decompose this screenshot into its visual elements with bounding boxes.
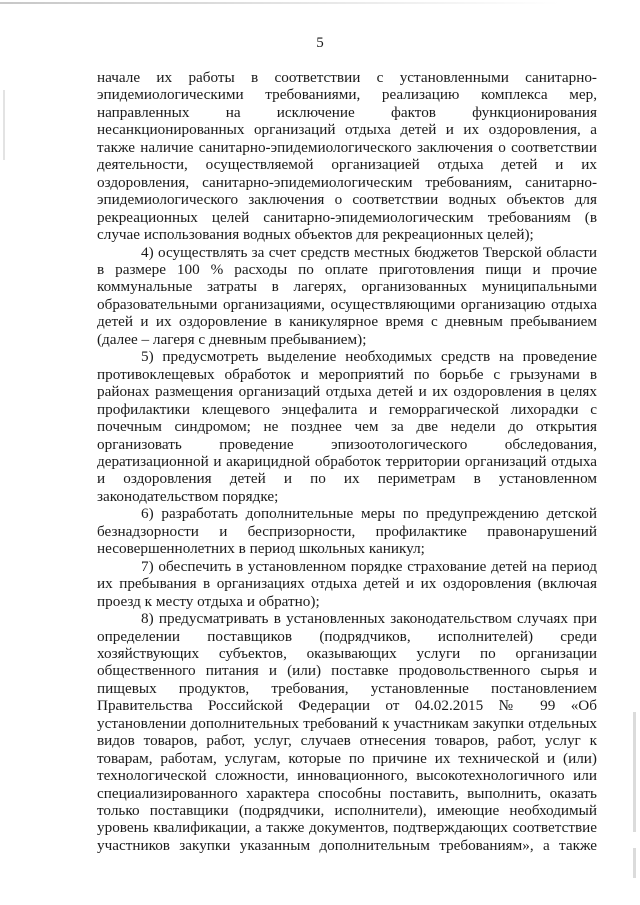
scan-mark-right xyxy=(633,848,636,878)
scan-shadow-left xyxy=(3,90,5,160)
document-body xyxy=(97,69,597,854)
paragraph-item-4: 4) осуществлять за счет средств местных бюджетов Тверской области в размере 100 % расходы по оплате приготовления пищи и прочие коммунальные затраты в лагерях, организованных муниципальными образовательными организациями, осуществляющими организацию отдыха детей и их оздоровление в каникулярное время с дневным пребыванием (далее – лагеря с дневным пребыванием); xyxy=(97,243,597,348)
paragraph-item-7: 7) обеспечить в установленном порядке страхование детей на период их пребывания в организациях отдыха детей и их оздоровления (включая проезд к месту отдыха и обратно); xyxy=(97,557,597,610)
scan-shadow-top xyxy=(0,2,560,4)
paragraph-continuation: начале их работы в соответствии с установленными санитарно-эпидемиологическими требованиями, реализацию комплекса мер, направленных на исключение фактов функционирования несанкционированных организаций отдыха детей и их оздоровления, а также наличие санитарно-эпидемиологического заключения о соответствии деятельности, осуществляемой организацией отдыха детей и их оздоровления, санитарно-эпидемиологическим требованиям, санитарно-эпидемиологического заключения о соответствии водных объектов для рекреационных целей санитарно-эпидемиологическим требованиям (в случае использования водных объектов для рекреационных целей); xyxy=(97,69,597,244)
paragraph-item-8: 8) предусматривать в установленных законодательством случаях при определении поставщиков (подрядчиков, исполнителей) среди хозяйствующих субъектов, оказывающих услуги по организации общественного питания и (или) поставке продовольственного сырья и пищевых продуктов, требования, установленные постановлением Правительства Российской Федерации от 04.02.2015 № 99 «Об установлении дополнительных требований к участникам закупки отдельных видов товаров, работ, услуг, случаев отнесения товаров, работ, услуг к товарам, работам, услугам, которые по причине их технической и (или) технологической сложности, инновационного, высокотехнологичного или специализированного характера способны поставить, выполнить, оказать только поставщики (подрядчики, исполнители), имеющие необходимый уровень квалификации, а также документов, подтверждающих соответствие участников закупки указанным дополнительным требованиям», а также xyxy=(97,610,597,854)
page-number: 5 xyxy=(316,35,324,51)
paragraph-item-6: 6) разработать дополнительные меры по предупреждению детской безнадзорности и беспризорности, профилактике правонарушений несовершеннолетних в период школьных каникул; xyxy=(97,505,597,558)
scan-mark-right xyxy=(633,712,636,832)
paragraph-item-5: 5) предусмотреть выделение необходимых средств на проведение противоклещевых обработок и мероприятий по борьбе с грызунами в районах размещения организаций отдыха детей и их оздоровления в целях профилактики клещевого энцефалита и геморрагической лихорадки с почечным синдромом; не позднее чем за две недели до открытия организовать проведение эпизоотологического обследования, дератизационной и акарицидной обработок территории организаций отдыха и оздоровления детей и по их периметрам в установленном законодательством порядке; xyxy=(97,348,597,505)
